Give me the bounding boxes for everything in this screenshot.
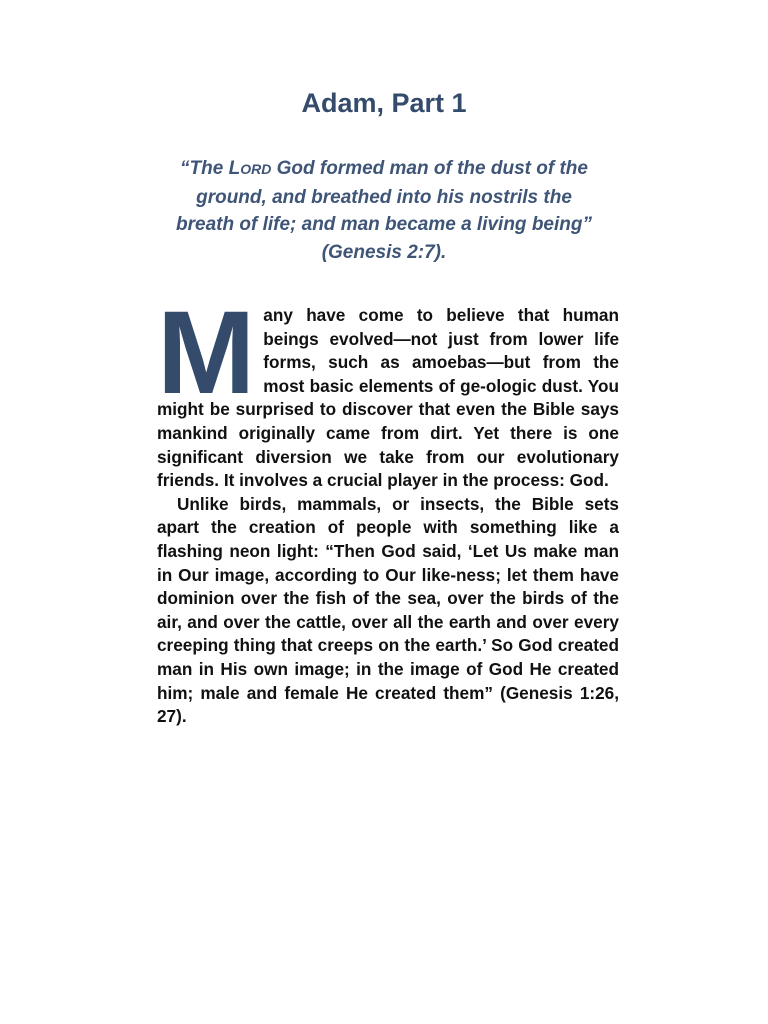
epigraph-lord-smallcaps: ORD	[240, 161, 272, 177]
drop-cap: M	[157, 287, 256, 419]
epigraph-lord-initial: L	[228, 158, 241, 179]
epigraph-text: God formed man of the dust of the ground, and breathed into his nostrils the breath of life; and man became a living being” (Genesis 2:7).	[176, 158, 592, 263]
paragraph-1	[157, 287, 619, 493]
epigraph-open: “The	[180, 158, 229, 179]
page-title: Adam, Part 1	[301, 88, 467, 118]
paragraph-2: Unlike birds, mammals, or insects, the Bible sets apart the creation of people with something like a flashing neon light: “Then God said, ‘Let Us make man in Our image, according to Our like-ness; let them have dominion over the fish of the sea, over the birds of the air, and over the cattle, over all the earth and over every creeping thing that creeps on the earth.’ So God created man in His own image; in the image of God He created him; male and female He created them” (Genesis 1:26, 27).	[157, 493, 619, 727]
paragraph-1-text: any have come to believe that human beings evolved—not just from lower life forms, such as amoebas—but from the most basic elements of ge-ologic dust. You might be surprised to discover that even the Bible says mankind originally came from dirt. Yet there is one significant diversion we take from our evolutionary friends. It involves a crucial player in the process: God.	[157, 305, 619, 491]
body-text	[157, 287, 619, 729]
epigraph-quote	[170, 155, 598, 266]
